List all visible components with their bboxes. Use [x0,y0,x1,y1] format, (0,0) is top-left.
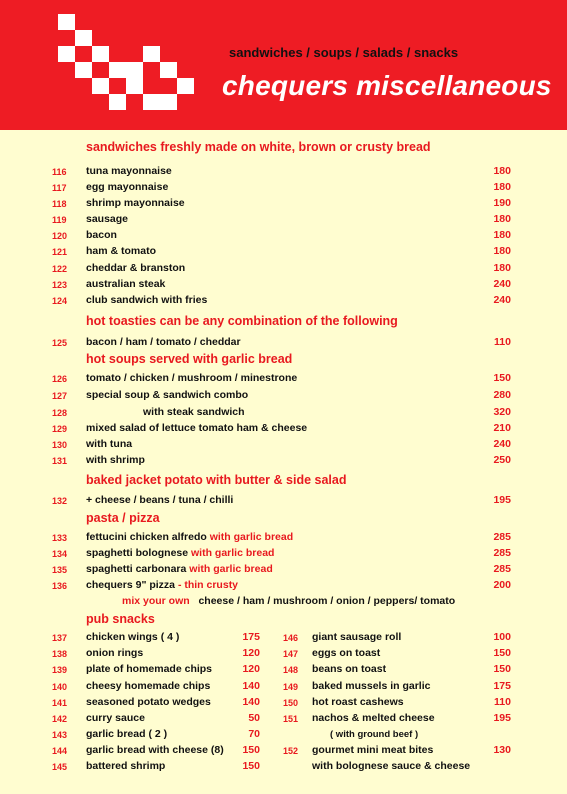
item-price: 240 [493,278,511,290]
item-name: tuna mayonnaise [86,165,172,177]
item-number: 148 [283,665,299,675]
item-number: 125 [52,338,68,348]
item-number: 132 [52,496,68,506]
item-number: 118 [52,199,67,209]
item-price: 285 [493,531,511,543]
item-number: 119 [52,215,67,225]
header-subtitle: sandwiches / soups / salads / snacks [229,45,459,60]
item-price: 175 [242,631,260,643]
list-item [86,165,172,178]
item-number: 124 [52,296,68,306]
item-number: 127 [52,391,68,401]
list-item [86,494,233,507]
item-price: 195 [493,494,511,506]
item-number: 138 [52,649,68,659]
item-price: 180 [493,213,511,225]
item-name: baked mussels in garlic [312,680,431,692]
item-price: 50 [248,712,260,724]
item-name: plate of homemade chips [86,663,213,675]
item-price: 200 [493,579,511,591]
item-number: 131 [52,456,68,466]
item-name: chequers 9" pizza [86,579,176,591]
list-item [86,389,248,402]
section-pub-snacks: pub snacks [86,612,155,626]
section-soups: hot soups served with garlic bread [86,352,293,366]
list-item [86,422,307,435]
item-number: 128 [52,408,68,418]
item-price: 195 [493,712,511,724]
item-name: bacon / ham / tomato / cheddar [86,336,241,348]
item-number: 136 [52,581,68,591]
list-item [86,278,165,291]
item-price: 180 [493,229,511,241]
item-price: 110 [494,336,511,348]
list-item [86,563,273,576]
item-number: 121 [52,247,68,257]
item-number: 120 [52,231,68,241]
item-name: ( with ground beef ) [330,729,419,740]
item-number: 116 [52,167,67,177]
item-number: 135 [52,565,68,575]
list-item [86,181,168,194]
item-name: chicken wings ( 4 ) [86,631,180,643]
item-number: 146 [283,633,299,643]
item-name: battered shrimp [86,760,166,772]
item-name: mixed salad of lettuce tomato ham & cheese [86,422,308,434]
section-sandwiches: sandwiches freshly made on white, brown or crusty bread [86,140,431,154]
item-price: 280 [493,389,511,401]
item-price: 180 [493,165,511,177]
item-name: tomato / chicken / mushroom / minestrone [86,372,298,384]
item-name: gourmet mini meat bites [312,744,434,756]
item-name: onion rings [86,647,144,659]
item-name: shrimp mayonnaise [86,197,185,209]
item-name: ham & tomato [86,245,157,257]
item-price: 285 [493,563,511,575]
section-pasta-pizza: pasta / pizza [86,511,160,525]
item-name: eggs on toast [312,647,381,659]
list-item [86,262,185,275]
item-price: 150 [242,744,260,756]
header-banner [0,0,567,130]
item-name: seasoned potato wedges [86,696,211,708]
item-number: 133 [52,533,68,543]
item-name: with steak sandwich [143,406,245,418]
item-name: cheesy homemade chips [86,680,211,692]
item-name: fettucini chicken alfredo [86,531,207,543]
list-item [86,213,128,226]
checker-logo [0,0,220,120]
item-price: 120 [242,647,260,659]
item-price: 180 [493,181,511,193]
item-number: 122 [52,264,68,274]
item-number: 130 [52,440,68,450]
pizza-note-rest: cheese / ham / mushroom / onion / peppers/ tomato [198,595,456,607]
list-item [86,197,185,210]
item-name: spaghetti bolognese [86,547,189,559]
list-item [86,438,132,451]
item-price: 240 [493,294,511,306]
item-price: 100 [493,631,511,643]
pizza-note [122,595,455,608]
item-number: 142 [52,714,68,724]
item-price: 180 [493,262,511,274]
item-name: with shrimp [86,454,145,466]
item-price: 150 [493,663,511,675]
item-name: egg mayonnaise [86,181,169,193]
item-name: giant sausage roll [312,631,402,643]
item-name: spaghetti carbonara [86,563,187,575]
list-item [86,372,297,385]
item-name: beans on toast [312,663,387,675]
item-name: cheddar & branston [86,262,186,274]
item-price: 130 [493,744,511,756]
list-item [86,336,241,349]
list-item [143,406,245,419]
list-item [86,579,238,592]
item-number: 141 [52,698,68,708]
item-name: hot roast cashews [312,696,404,708]
item-number: 144 [52,746,68,756]
item-price: 180 [493,245,511,257]
item-name: nachos & melted cheese [312,712,435,724]
item-price: 120 [242,663,260,675]
item-name: garlic bread with cheese (8) [86,744,224,756]
item-price: 150 [493,372,511,384]
item-number: 129 [52,424,68,434]
item-name: + cheese / beans / tuna / chilli [86,494,234,506]
list-item [86,229,117,242]
item-number: 140 [52,682,68,692]
item-price: 140 [242,696,260,708]
item-price: 150 [242,760,260,772]
item-name: with tuna [86,438,133,450]
item-number: 150 [283,698,299,708]
item-number: 151 [283,714,299,724]
item-price: 240 [493,438,511,450]
pizza-note-lead: mix your own [122,595,190,607]
item-note: with garlic bread [209,531,294,543]
item-name: sausage [86,213,129,225]
item-price: 140 [242,680,260,692]
list-item [86,531,293,544]
item-number: 152 [283,746,299,756]
item-number: 145 [52,762,68,772]
item-price: 70 [248,728,260,740]
item-number: 117 [52,183,67,193]
item-price: 285 [493,547,511,559]
item-number: 139 [52,665,68,675]
item-number: 134 [52,549,68,559]
item-name: australian steak [86,278,166,290]
item-price: 110 [494,696,511,708]
item-price: 175 [493,680,511,692]
item-price: 150 [493,647,511,659]
list-item [86,245,156,258]
item-name: club sandwich with fries [86,294,208,306]
item-name: with bolognese sauce & cheese [312,760,471,772]
item-price: 320 [493,406,511,418]
item-number: 123 [52,280,68,290]
section-potato: baked jacket potato with butter & side salad [86,473,347,487]
list-item [86,547,274,560]
item-price: 250 [493,454,511,466]
item-price: 190 [493,197,511,209]
section-toasties: hot toasties can be any combination of the following [86,314,398,328]
item-note: - thin crusty [177,579,239,591]
item-number: 137 [52,633,68,643]
page-title: chequers miscellaneous [222,70,552,101]
item-name: garlic bread ( 2 ) [86,728,168,740]
item-name: bacon [86,229,117,241]
list-item [86,454,145,467]
item-number: 149 [283,682,299,692]
item-note: with garlic bread [191,547,275,559]
item-name: curry sauce [86,712,145,724]
item-number: 147 [283,649,299,659]
item-price: 210 [493,422,511,434]
item-number: 143 [52,730,68,740]
item-name: special soup & sandwich combo [86,389,249,401]
item-number: 126 [52,374,68,384]
list-item [86,294,207,307]
item-note: with garlic bread [189,563,273,575]
